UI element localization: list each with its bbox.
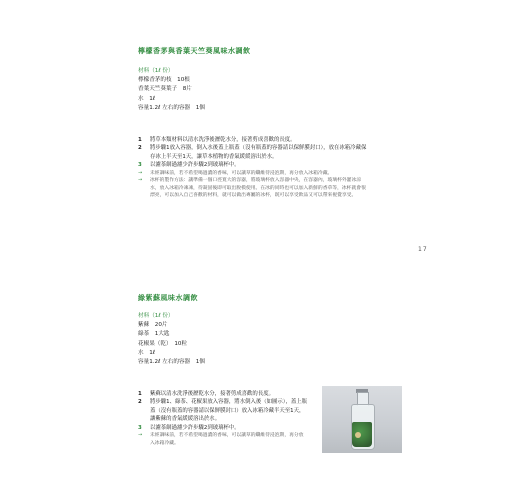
material-item: 紫蘇 20片 <box>138 322 168 329</box>
material-item: 綠茶 1大匙 <box>138 331 170 338</box>
section2-title: 綠紫蘇風味水調飲 <box>138 294 198 302</box>
note-text: 未經調味前，若不希望喝過濃的香味，可以讓草的纖維待浸泡期，再分放入冰箱冷藏。 <box>150 433 304 446</box>
material-item: 香葉天竺葵葉子 8片 <box>138 86 192 93</box>
step-item <box>138 390 308 398</box>
note-item <box>138 432 308 447</box>
section1-steps <box>138 136 368 200</box>
arrow-icon: → <box>138 433 143 439</box>
section2-materials <box>138 312 205 367</box>
material-item: 容量1.2ℓ 左右的容器 1個 <box>138 359 205 366</box>
section1-title: 檸檬香茅與香葉天竺葵風味水調飲 <box>138 47 251 55</box>
pepper-berries <box>355 432 361 438</box>
arrow-icon: → <box>138 170 143 176</box>
step-text: 以濾茶網過濾少許步驟2到玻璃杯中。 <box>150 162 240 169</box>
step-item <box>138 161 368 169</box>
step-text: 將步驟1、綠茶、花椒果放入容器，將水倒入後（如圖示），蓋上瓶蓋（沒有瓶蓋的容器請以保鮮膜封口）放入冰箱冷藏半天至1天，讓紫蘇的香氣緩緩溶出於水。 <box>150 399 308 423</box>
step-number: 1 <box>138 391 142 397</box>
material-item: 花椒果（乾） 10粒 <box>138 340 188 347</box>
step-item <box>138 398 308 423</box>
material-item: 水 1ℓ <box>138 349 156 356</box>
step-item <box>138 136 368 144</box>
note-item <box>138 170 368 178</box>
note-item <box>138 177 368 200</box>
step-number: 1 <box>138 137 142 143</box>
material-item: 水 1ℓ <box>138 95 156 102</box>
materials-heading: 材料（1ℓ 份） <box>138 68 174 74</box>
section2-steps <box>138 390 308 447</box>
step-number: 2 <box>138 399 142 406</box>
step-text: 紫蘇以清水洗淨後瀝乾水分，接著剪成喜歡的長度。 <box>150 391 274 397</box>
note-text: 冰杯的製作方法：讓準備一個口徑寬大的容器，將玻璃杯放入容器中央，在容器內，玻璃杯外灌冰涼水，放入冰箱冷凍凍，待凝固後即可取出脫模使用。在冰的同時也可以加入新鮮的香草等，冰杯就會很漂亮，可以加入自己喜歡的材料，就可以做出專屬的冰杯，既可以享受飲品又可以帶來視覺享受。 <box>150 178 366 199</box>
bottle-photo <box>322 386 402 453</box>
step-text: 將草本類材料以清水洗淨後瀝乾水分，接著剪成喜歡的長度。 <box>150 137 296 143</box>
step-number: 3 <box>138 424 142 431</box>
material-item: 容量1.2ℓ 左右的容器 1個 <box>138 104 205 111</box>
page-number: 17 <box>418 246 428 253</box>
step-number: 3 <box>138 162 142 169</box>
step-item <box>138 144 368 161</box>
section1-materials <box>138 67 205 113</box>
material-item: 檸檬香茅的枝 10根 <box>138 77 190 84</box>
note-text: 未經調味前，若不希望喝過濃的香味，可以讓草的纖維待浸泡期，再分放入冰箱冷藏。 <box>150 170 333 176</box>
step-item <box>138 424 308 432</box>
arrow-icon: → <box>138 178 143 184</box>
step-text: 以濾茶網過濾少許步驟2到玻璃杯中。 <box>150 424 240 431</box>
step-text: 將步驟1放入容器，倒入水後蓋上瓶蓋（沒有瓶蓋的容器請以保鮮膜封口），放在冰箱冷藏保存冰上半天至1天，讓草本植物的香氣緩緩溶出於水。 <box>150 145 367 160</box>
materials-heading: 材料（1ℓ 份） <box>138 313 174 319</box>
step-number: 2 <box>138 145 142 152</box>
